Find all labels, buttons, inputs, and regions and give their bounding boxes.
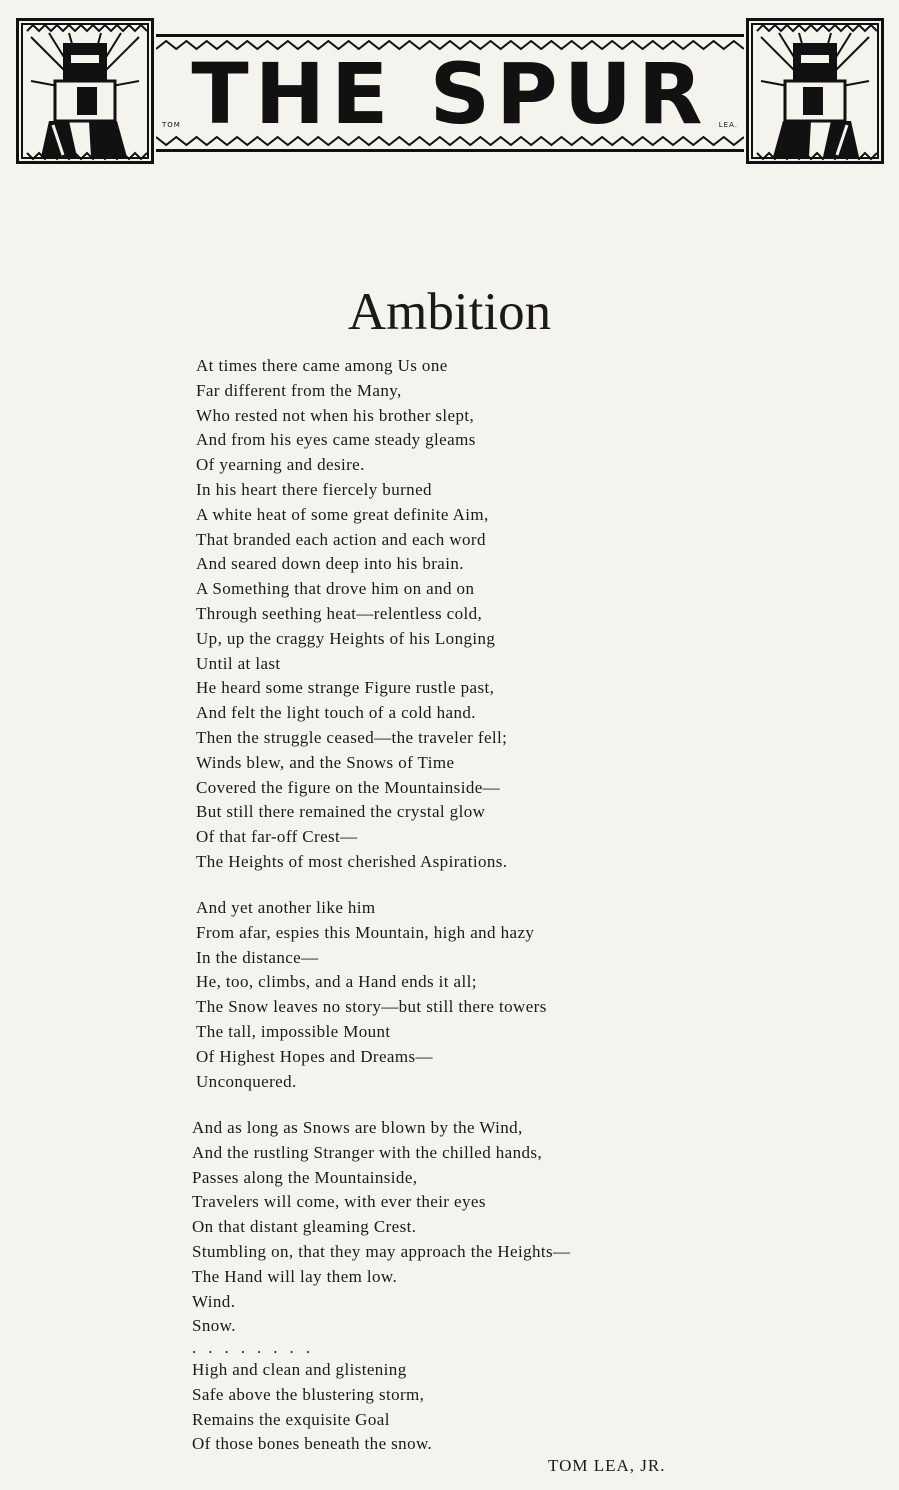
poem-line: Unconquered.: [196, 1071, 297, 1091]
poem-title: Ambition: [347, 283, 552, 341]
poem-line: High and clean and glistening: [192, 1360, 407, 1379]
stanza-3: [192, 1116, 570, 1339]
poem-line: But still there remained the crystal glow: [196, 802, 486, 822]
title-banner: [156, 34, 744, 152]
stanza-4: [192, 1358, 432, 1457]
poem-line: And the rustling Stranger with the chilled hands,: [192, 1142, 543, 1162]
poem-line: And seared down deep into his brain.: [196, 554, 464, 574]
poem-line: Safe above the blustering storm,: [192, 1384, 425, 1404]
poem-line: And from his eyes came steady gleams: [196, 430, 476, 450]
poem-line: Remains the exquisite Goal: [192, 1409, 390, 1429]
masthead-title: THE SPUR: [191, 45, 709, 143]
poem-line: Who rested not when his brother slept,: [196, 405, 475, 425]
poem-line: Through seething heat—relentless cold,: [196, 603, 483, 623]
poem-line: And yet another like him: [196, 898, 376, 917]
poem-line: Of those bones beneath the snow.: [192, 1434, 433, 1454]
knight-figure-icon: [749, 21, 881, 161]
poem-line: Until at last: [196, 653, 281, 673]
stanza-1: [196, 354, 507, 875]
poem-line: Of yearning and desire.: [196, 455, 365, 475]
poem-line: In his heart there fiercely burned: [196, 479, 432, 499]
poem-line: The Hand will lay them low.: [192, 1266, 398, 1286]
poem-line: At times there came among Us one: [196, 356, 448, 375]
banner-border-bottom: [156, 135, 744, 147]
poem-line: A white heat of some great definite Aim,: [196, 504, 489, 524]
poem-line: Up, up the craggy Heights of his Longing: [196, 628, 496, 648]
poem-line: Of that far-off Crest—: [196, 827, 358, 847]
left-figure-panel: [16, 18, 154, 164]
artist-signature-left: TOM: [162, 121, 181, 129]
poem-line: He heard some strange Figure rustle past,: [196, 678, 495, 698]
right-figure-panel: [746, 18, 884, 164]
knight-figure-icon: [19, 21, 151, 161]
poem-line: Winds blew, and the Snows of Time: [196, 752, 455, 772]
poem-line: The tall, impossible Mount: [196, 1021, 391, 1041]
poem-line: Then the struggle ceased—the traveler fell;: [196, 727, 508, 747]
poem-line: From afar, espies this Mountain, high and hazy: [196, 922, 535, 942]
poem-line: A Something that drove him on and on: [196, 579, 475, 599]
poem-line: He, too, climbs, and a Hand ends it all;: [196, 972, 477, 992]
poem-line: The Snow leaves no story—but still there towers: [196, 997, 547, 1017]
poem-line: In the distance—: [196, 947, 319, 967]
poem-author: TOM LEA, JR.: [548, 1456, 666, 1475]
poem-line: The Heights of most cherished Aspirations.: [196, 851, 508, 871]
poem-line: And as long as Snows are blown by the Wind,: [192, 1118, 523, 1137]
poem-line: Far different from the Many,: [196, 380, 402, 400]
poem-line: Travelers will come, with ever their eyes: [192, 1192, 486, 1212]
stanza-2: [196, 896, 547, 1094]
poem-line: Wind.: [192, 1291, 236, 1311]
poem-line: Covered the figure on the Mountainside—: [196, 777, 501, 797]
poem-line: And felt the light touch of a cold hand.: [196, 703, 476, 723]
poem-line: Stumbling on, that they may approach the Heights—: [192, 1241, 571, 1261]
masthead: [16, 18, 884, 166]
stanza-separator: ........: [192, 1338, 322, 1357]
poem-line: Of Highest Hopes and Dreams—: [196, 1046, 433, 1066]
poem-line: That branded each action and each word: [196, 529, 486, 549]
poem-line: On that distant gleaming Crest.: [192, 1217, 417, 1237]
poem-line: Snow.: [192, 1316, 236, 1336]
poem-line: Passes along the Mountainside,: [192, 1167, 418, 1187]
artist-signature-right: LEA.: [718, 121, 738, 129]
